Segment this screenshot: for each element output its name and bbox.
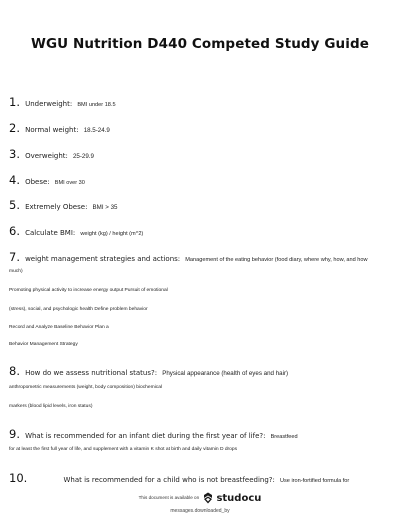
answer-continuation: markers (blood lipid levels, iron status) xyxy=(9,404,93,409)
item-number: 7. xyxy=(9,250,20,264)
item-answer: BMI over 30 xyxy=(54,180,85,186)
item-question: Obese: xyxy=(25,178,50,186)
item-question: Calculate BMI: xyxy=(25,229,76,237)
answer-continuation: Behavior Management Strategy xyxy=(9,342,78,347)
answer-continuation: Promoting physical activity to increase energy output Pursuit of emotional xyxy=(9,288,168,293)
item-answer: Physical appearance (health of eyes and hair) xyxy=(162,370,289,377)
item-number: 1. xyxy=(9,95,20,109)
item-answer: 25-29.9 xyxy=(72,153,94,160)
item-question: Normal weight: xyxy=(25,126,79,134)
item-question: How do we assess nutritional status?: xyxy=(25,369,158,377)
study-item-6 xyxy=(9,220,143,239)
study-item-2 xyxy=(9,117,110,136)
studocu-logo-icon xyxy=(202,492,214,504)
item-answer: BMI under 18.5 xyxy=(77,102,116,108)
item-answer: Use iron-fortified formula for xyxy=(279,478,350,484)
study-item-10 xyxy=(9,467,349,486)
item-answer: weight (kg) / height (m^2) xyxy=(80,231,144,237)
item-number: 2. xyxy=(9,121,20,135)
document-title: WGU Nutrition D440 Competed Study Guide xyxy=(30,36,370,52)
item-answer: 18.5-24.9 xyxy=(83,127,110,134)
item-number: 4. xyxy=(9,173,20,187)
study-item-4 xyxy=(9,169,85,188)
item-question: What is recommended for a child who is not breastfeeding?: xyxy=(63,476,275,484)
available-on-text: This document is available on xyxy=(138,495,200,501)
study-item-9 xyxy=(9,423,298,442)
downloaded-by-text: messages.downloaded_by xyxy=(170,508,230,514)
item-number: 5. xyxy=(9,198,20,212)
study-item-8 xyxy=(9,360,288,379)
studocu-brand: studocu xyxy=(216,492,262,504)
item-number: 9. xyxy=(9,427,20,441)
item-answer: Breastfeed xyxy=(270,434,298,440)
item-question: Overweight: xyxy=(25,152,68,160)
item-number: 8. xyxy=(9,364,20,378)
study-item-1 xyxy=(9,91,116,110)
studocu-logo[interactable] xyxy=(202,492,261,504)
study-item-5 xyxy=(9,194,117,213)
item-number: 6. xyxy=(9,224,20,238)
item-number: 3. xyxy=(9,147,20,161)
answer-continuation: much) xyxy=(9,269,23,274)
studocu-banner[interactable] xyxy=(0,492,400,504)
answer-continuation: (stress), social, and psychologic health Define problem behavior xyxy=(9,307,148,312)
answer-continuation: anthropometric measurements (weight, body composition) biochemical xyxy=(9,385,163,390)
item-answer: Management of the eating behavior (food diary, where why, how, and how xyxy=(185,257,368,263)
item-question: Extremely Obese: xyxy=(25,203,88,211)
study-item-3 xyxy=(9,143,94,162)
item-question: weight management strategies and actions: xyxy=(25,255,181,263)
answer-continuation: Record and Analyze Baseline Behavior Plan a xyxy=(9,325,109,330)
item-question: What is recommended for an infant diet during the first year of life?: xyxy=(25,432,266,440)
study-item-7 xyxy=(9,246,368,265)
answer-continuation: for at least the first full year of life, and supplement with a vitamin K shot at birth and daily vitamin D drops xyxy=(9,447,238,452)
item-question: Underweight: xyxy=(25,100,73,108)
item-number: 10. xyxy=(9,471,28,485)
item-answer: BMI > 35 xyxy=(92,204,118,211)
